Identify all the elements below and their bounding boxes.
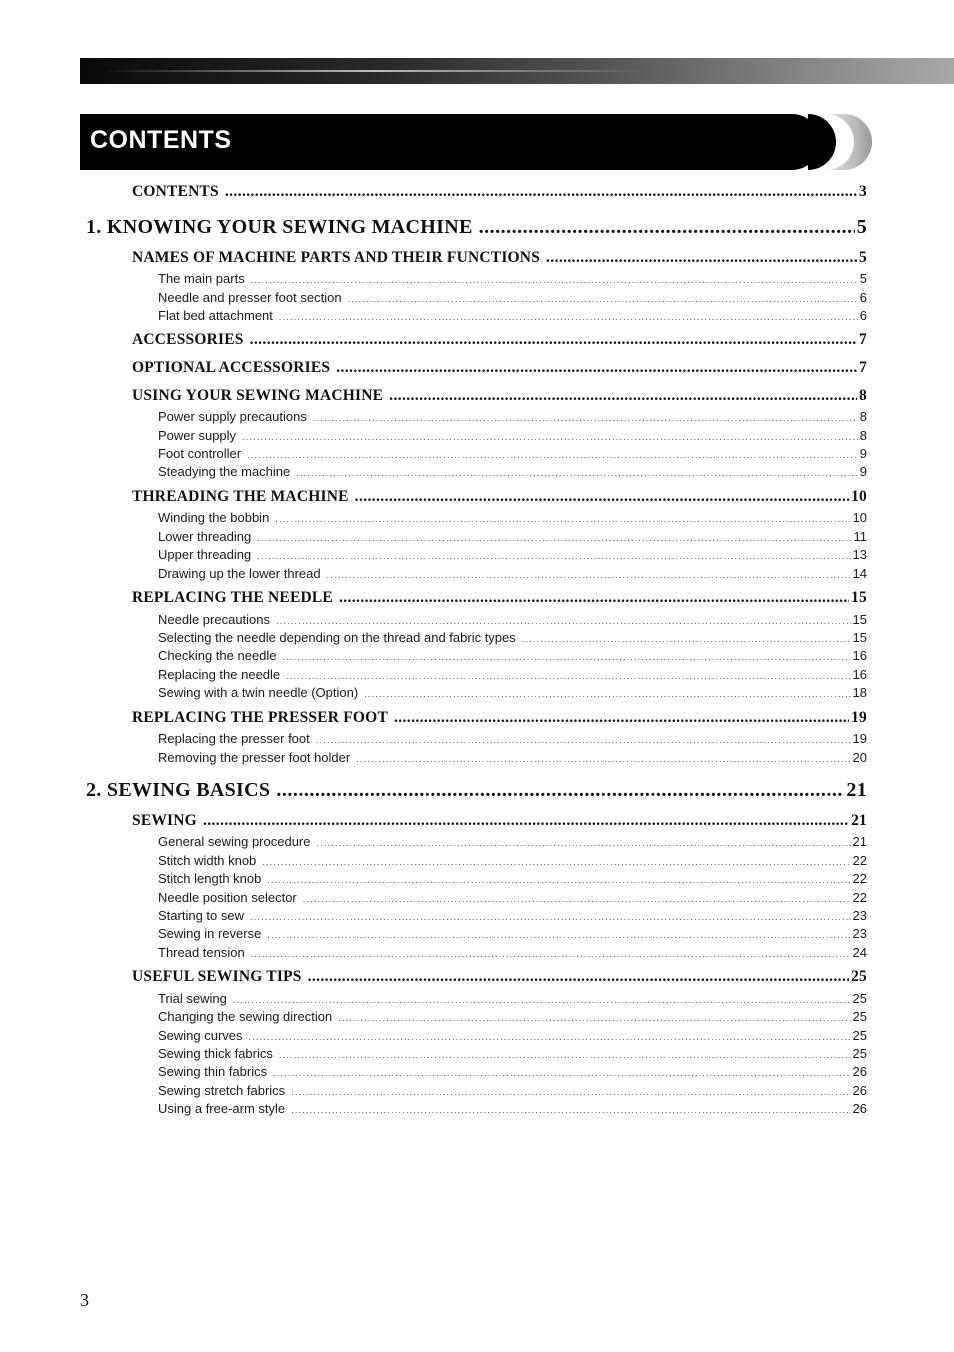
toc-dot-leader <box>249 1032 851 1042</box>
toc-subsection-entry[interactable] <box>158 1083 867 1098</box>
toc-subsection-entry[interactable] <box>158 1064 867 1079</box>
toc-dot-leader <box>291 1087 850 1097</box>
toc-entry-label: Stitch length knob <box>158 871 262 886</box>
toc-entry-label: Changing the sewing direction <box>158 1009 333 1024</box>
toc-section-entry[interactable] <box>132 709 867 727</box>
toc-entry-label: Using a free-arm style <box>158 1101 286 1116</box>
toc-entry-page: 25 <box>852 991 867 1006</box>
toc-entry-label: Steadying the machine <box>158 464 291 479</box>
toc-entry-label: NAMES OF MACHINE PARTS AND THEIR FUNCTIONS <box>132 249 541 266</box>
toc-entry-page: 9 <box>859 446 867 461</box>
toc-entry-label: Winding the bobbin <box>158 510 270 525</box>
toc-dot-leader <box>522 634 851 644</box>
toc-entry-page: 23 <box>852 926 867 941</box>
toc-subsection-entry[interactable] <box>158 991 867 1006</box>
toc-dot-leader <box>313 413 858 423</box>
toc-entry-page: 5 <box>859 249 867 266</box>
toc-section-entry[interactable] <box>132 331 867 349</box>
toc-entry-page: 21 <box>851 812 867 829</box>
toc-dot-leader <box>203 812 849 830</box>
toc-dot-leader <box>273 1068 850 1078</box>
toc-dot-leader <box>389 387 857 405</box>
toc-entry-label: SEWING <box>132 812 197 829</box>
toc-entry-label: Sewing curves <box>158 1028 243 1043</box>
toc-dot-leader <box>355 488 849 506</box>
toc-subsection-entry[interactable] <box>158 834 867 849</box>
toc-dot-leader <box>267 930 850 940</box>
toc-entry-page: 15 <box>852 630 867 645</box>
toc-subsection-entry[interactable] <box>158 750 867 765</box>
toc-entry-label: 1. KNOWING YOUR SEWING MACHINE <box>86 216 473 238</box>
toc-dot-leader <box>291 1105 850 1115</box>
toc-dot-leader <box>339 589 849 607</box>
toc-subsection-entry[interactable] <box>158 908 867 923</box>
toc-entry-page: 25 <box>852 1028 867 1043</box>
title-band-cap-decoration <box>808 114 872 170</box>
toc-entry-label: Sewing stretch fabrics <box>158 1083 286 1098</box>
toc-entry-page: 25 <box>851 968 867 985</box>
toc-entry-page: 21 <box>852 834 867 849</box>
toc-dot-leader <box>316 735 851 745</box>
toc-entry-page: 5 <box>859 271 867 286</box>
toc-entry-page: 11 <box>853 529 867 544</box>
toc-dot-leader <box>546 249 857 267</box>
toc-dot-leader <box>242 432 858 442</box>
toc-dot-leader <box>316 838 850 848</box>
toc-subsection-entry[interactable] <box>158 1101 867 1116</box>
toc-entry-label: Needle position selector <box>158 890 297 905</box>
toc-subsection-entry[interactable] <box>158 566 867 581</box>
toc-entry-label: THREADING THE MACHINE <box>132 488 349 505</box>
toc-entry-page: 10 <box>851 488 867 505</box>
toc-subsection-entry[interactable] <box>158 648 867 663</box>
toc-entry-page: 8 <box>859 409 867 424</box>
toc-entry-page: 9 <box>859 464 867 479</box>
toc-entry-page: 16 <box>852 648 867 663</box>
toc-entry-page: 6 <box>859 290 867 305</box>
toc-dot-leader <box>275 514 850 524</box>
toc-subsection-entry[interactable] <box>158 464 867 479</box>
toc-entry-label: The main parts <box>158 271 245 286</box>
toc-entry-page: 7 <box>859 359 867 376</box>
toc-entry-label: 2. SEWING BASICS <box>86 779 271 801</box>
toc-dot-leader <box>276 779 844 802</box>
toc-subsection-entry[interactable] <box>158 271 867 286</box>
toc-entry-page: 26 <box>852 1064 867 1079</box>
toc-dot-leader <box>364 689 850 699</box>
toc-entry-label: Power supply <box>158 428 237 443</box>
toc-entry-label: CONTENTS <box>132 183 219 200</box>
toc-subsection-entry[interactable] <box>158 409 867 424</box>
toc-subsection-entry[interactable] <box>158 308 867 323</box>
toc-subsection-entry[interactable] <box>158 529 867 544</box>
toc-entry-label: OPTIONAL ACCESSORIES <box>132 359 331 376</box>
toc-subsection-entry[interactable] <box>158 290 867 305</box>
toc-section-entry[interactable] <box>132 183 867 201</box>
toc-entry-label: Needle and presser foot section <box>158 290 342 305</box>
toc-entry-page: 25 <box>852 1046 867 1061</box>
toc-entry-label: Drawing up the lower thread <box>158 566 321 581</box>
toc-dot-leader <box>251 949 851 959</box>
toc-subsection-entry[interactable] <box>158 612 867 627</box>
toc-entry-label: Removing the presser foot holder <box>158 750 351 765</box>
toc-subsection-entry[interactable] <box>158 731 867 746</box>
toc-entry-page: 5 <box>856 216 867 238</box>
toc-dot-leader <box>286 671 850 681</box>
toc-dot-leader <box>327 570 851 580</box>
toc-entry-label: Sewing thick fabrics <box>158 1046 273 1061</box>
toc-dot-leader <box>257 533 851 543</box>
toc-dot-leader <box>250 331 857 349</box>
toc-dot-leader <box>479 216 855 239</box>
toc-section-entry[interactable] <box>132 359 867 377</box>
toc-entry-page: 21 <box>846 779 867 801</box>
toc-entry-label: Stitch width knob <box>158 853 257 868</box>
toc-entry-label: Upper threading <box>158 547 252 562</box>
toc-subsection-entry[interactable] <box>158 945 867 960</box>
toc-entry-page: 22 <box>852 853 867 868</box>
contents-title-band <box>80 114 820 170</box>
toc-entry-label: Foot controller <box>158 446 242 461</box>
toc-dot-leader <box>356 754 850 764</box>
toc-dot-leader <box>303 894 851 904</box>
toc-dot-leader <box>262 857 850 867</box>
toc-entry-page: 15 <box>852 612 867 627</box>
toc-subsection-entry[interactable] <box>158 428 867 443</box>
toc-dot-leader <box>247 450 858 460</box>
toc-entry-label: Lower threading <box>158 529 252 544</box>
toc-entry-page: 22 <box>852 890 867 905</box>
toc-dot-leader <box>348 294 858 304</box>
toc-entry-label: Starting to sew <box>158 908 244 923</box>
toc-entry-label: Power supply precautions <box>158 409 307 424</box>
toc-entry-page: 8 <box>859 428 867 443</box>
toc-subsection-entry[interactable] <box>158 1046 867 1061</box>
toc-subsection-entry[interactable] <box>158 446 867 461</box>
toc-dot-leader <box>336 359 857 377</box>
toc-dot-leader <box>233 995 851 1005</box>
toc-entry-page: 22 <box>852 871 867 886</box>
toc-dot-leader <box>267 875 850 885</box>
toc-dot-leader <box>250 912 851 922</box>
toc-dot-leader <box>279 312 858 322</box>
toc-entry-page: 24 <box>852 945 867 960</box>
toc-entry-page: 8 <box>859 387 867 404</box>
toc-dot-leader <box>251 275 858 285</box>
toc-entry-page: 3 <box>859 183 867 200</box>
toc-section-entry[interactable] <box>132 812 867 830</box>
toc-chapter-entry[interactable] <box>86 779 867 802</box>
toc-entry-page: 26 <box>852 1083 867 1098</box>
toc-entry-page: 26 <box>852 1101 867 1116</box>
toc-section-entry[interactable] <box>132 249 867 267</box>
toc-subsection-entry[interactable] <box>158 1028 867 1043</box>
toc-dot-leader <box>308 968 850 986</box>
toc-subsection-entry[interactable] <box>158 926 867 941</box>
toc-dot-leader <box>338 1013 850 1023</box>
toc-entry-label: Sewing in reverse <box>158 926 262 941</box>
toc-subsection-entry[interactable] <box>158 630 867 645</box>
toc-dot-leader <box>394 709 849 727</box>
toc-entry-page: 23 <box>852 908 867 923</box>
toc-subsection-entry[interactable] <box>158 547 867 562</box>
toc-dot-leader <box>279 1050 851 1060</box>
toc-entry-label: General sewing procedure <box>158 834 311 849</box>
toc-dot-leader <box>225 183 857 201</box>
toc-entry-page: 25 <box>852 1009 867 1024</box>
toc-entry-label: Sewing with a twin needle (Option) <box>158 685 359 700</box>
toc-section-entry[interactable] <box>132 488 867 506</box>
toc-subsection-entry[interactable] <box>158 510 867 525</box>
toc-entry-label: Thread tension <box>158 945 245 960</box>
toc-section-entry[interactable] <box>132 387 867 405</box>
toc-entry-label: Replacing the presser foot <box>158 731 310 746</box>
toc-entry-label: USING YOUR SEWING MACHINE <box>132 387 384 404</box>
toc-subsection-entry[interactable] <box>158 853 867 868</box>
toc-entry-page: 18 <box>852 685 867 700</box>
toc-entry-page: 19 <box>851 709 867 726</box>
toc-entry-label: Trial sewing <box>158 991 227 1006</box>
toc-entry-label: Selecting the needle depending on the thread and fabric types <box>158 630 516 645</box>
page-number: 3 <box>80 1290 89 1310</box>
toc-entry-label: Flat bed attachment <box>158 308 273 323</box>
toc-entry-page: 14 <box>852 566 867 581</box>
toc-entry-page: 20 <box>852 750 867 765</box>
toc-entry-page: 7 <box>859 331 867 348</box>
toc-entry-label: Needle precautions <box>158 612 271 627</box>
toc-subsection-entry[interactable] <box>158 685 867 700</box>
toc-entry-page: 16 <box>852 667 867 682</box>
toc-entry-page: 6 <box>859 308 867 323</box>
page-title: CONTENTS <box>90 126 232 154</box>
toc-subsection-entry[interactable] <box>158 871 867 886</box>
toc-subsection-entry[interactable] <box>158 1009 867 1024</box>
toc-dot-leader <box>257 551 850 561</box>
toc-entry-label: Sewing thin fabrics <box>158 1064 268 1079</box>
toc-section-entry[interactable] <box>132 589 867 607</box>
toc-entry-label: Replacing the needle <box>158 667 281 682</box>
toc-subsection-entry[interactable] <box>158 890 867 905</box>
toc-dot-leader <box>276 616 851 626</box>
toc-subsection-entry[interactable] <box>158 667 867 682</box>
toc-dot-leader <box>283 652 851 662</box>
toc-entry-label: REPLACING THE NEEDLE <box>132 589 333 606</box>
toc-entry-label: REPLACING THE PRESSER FOOT <box>132 709 388 726</box>
toc-section-entry[interactable] <box>132 968 867 986</box>
toc-entry-page: 15 <box>851 589 867 606</box>
toc-entry-page: 13 <box>852 547 867 562</box>
toc-chapter-entry[interactable] <box>86 216 867 239</box>
toc-dot-leader <box>296 468 858 478</box>
toc-entry-label: ACCESSORIES <box>132 331 244 348</box>
header-gradient-bar <box>80 58 954 84</box>
toc-entry-page: 19 <box>852 731 867 746</box>
toc-entry-label: Checking the needle <box>158 648 277 663</box>
toc-entry-page: 10 <box>852 510 867 525</box>
toc-entry-label: USEFUL SEWING TIPS <box>132 968 302 985</box>
